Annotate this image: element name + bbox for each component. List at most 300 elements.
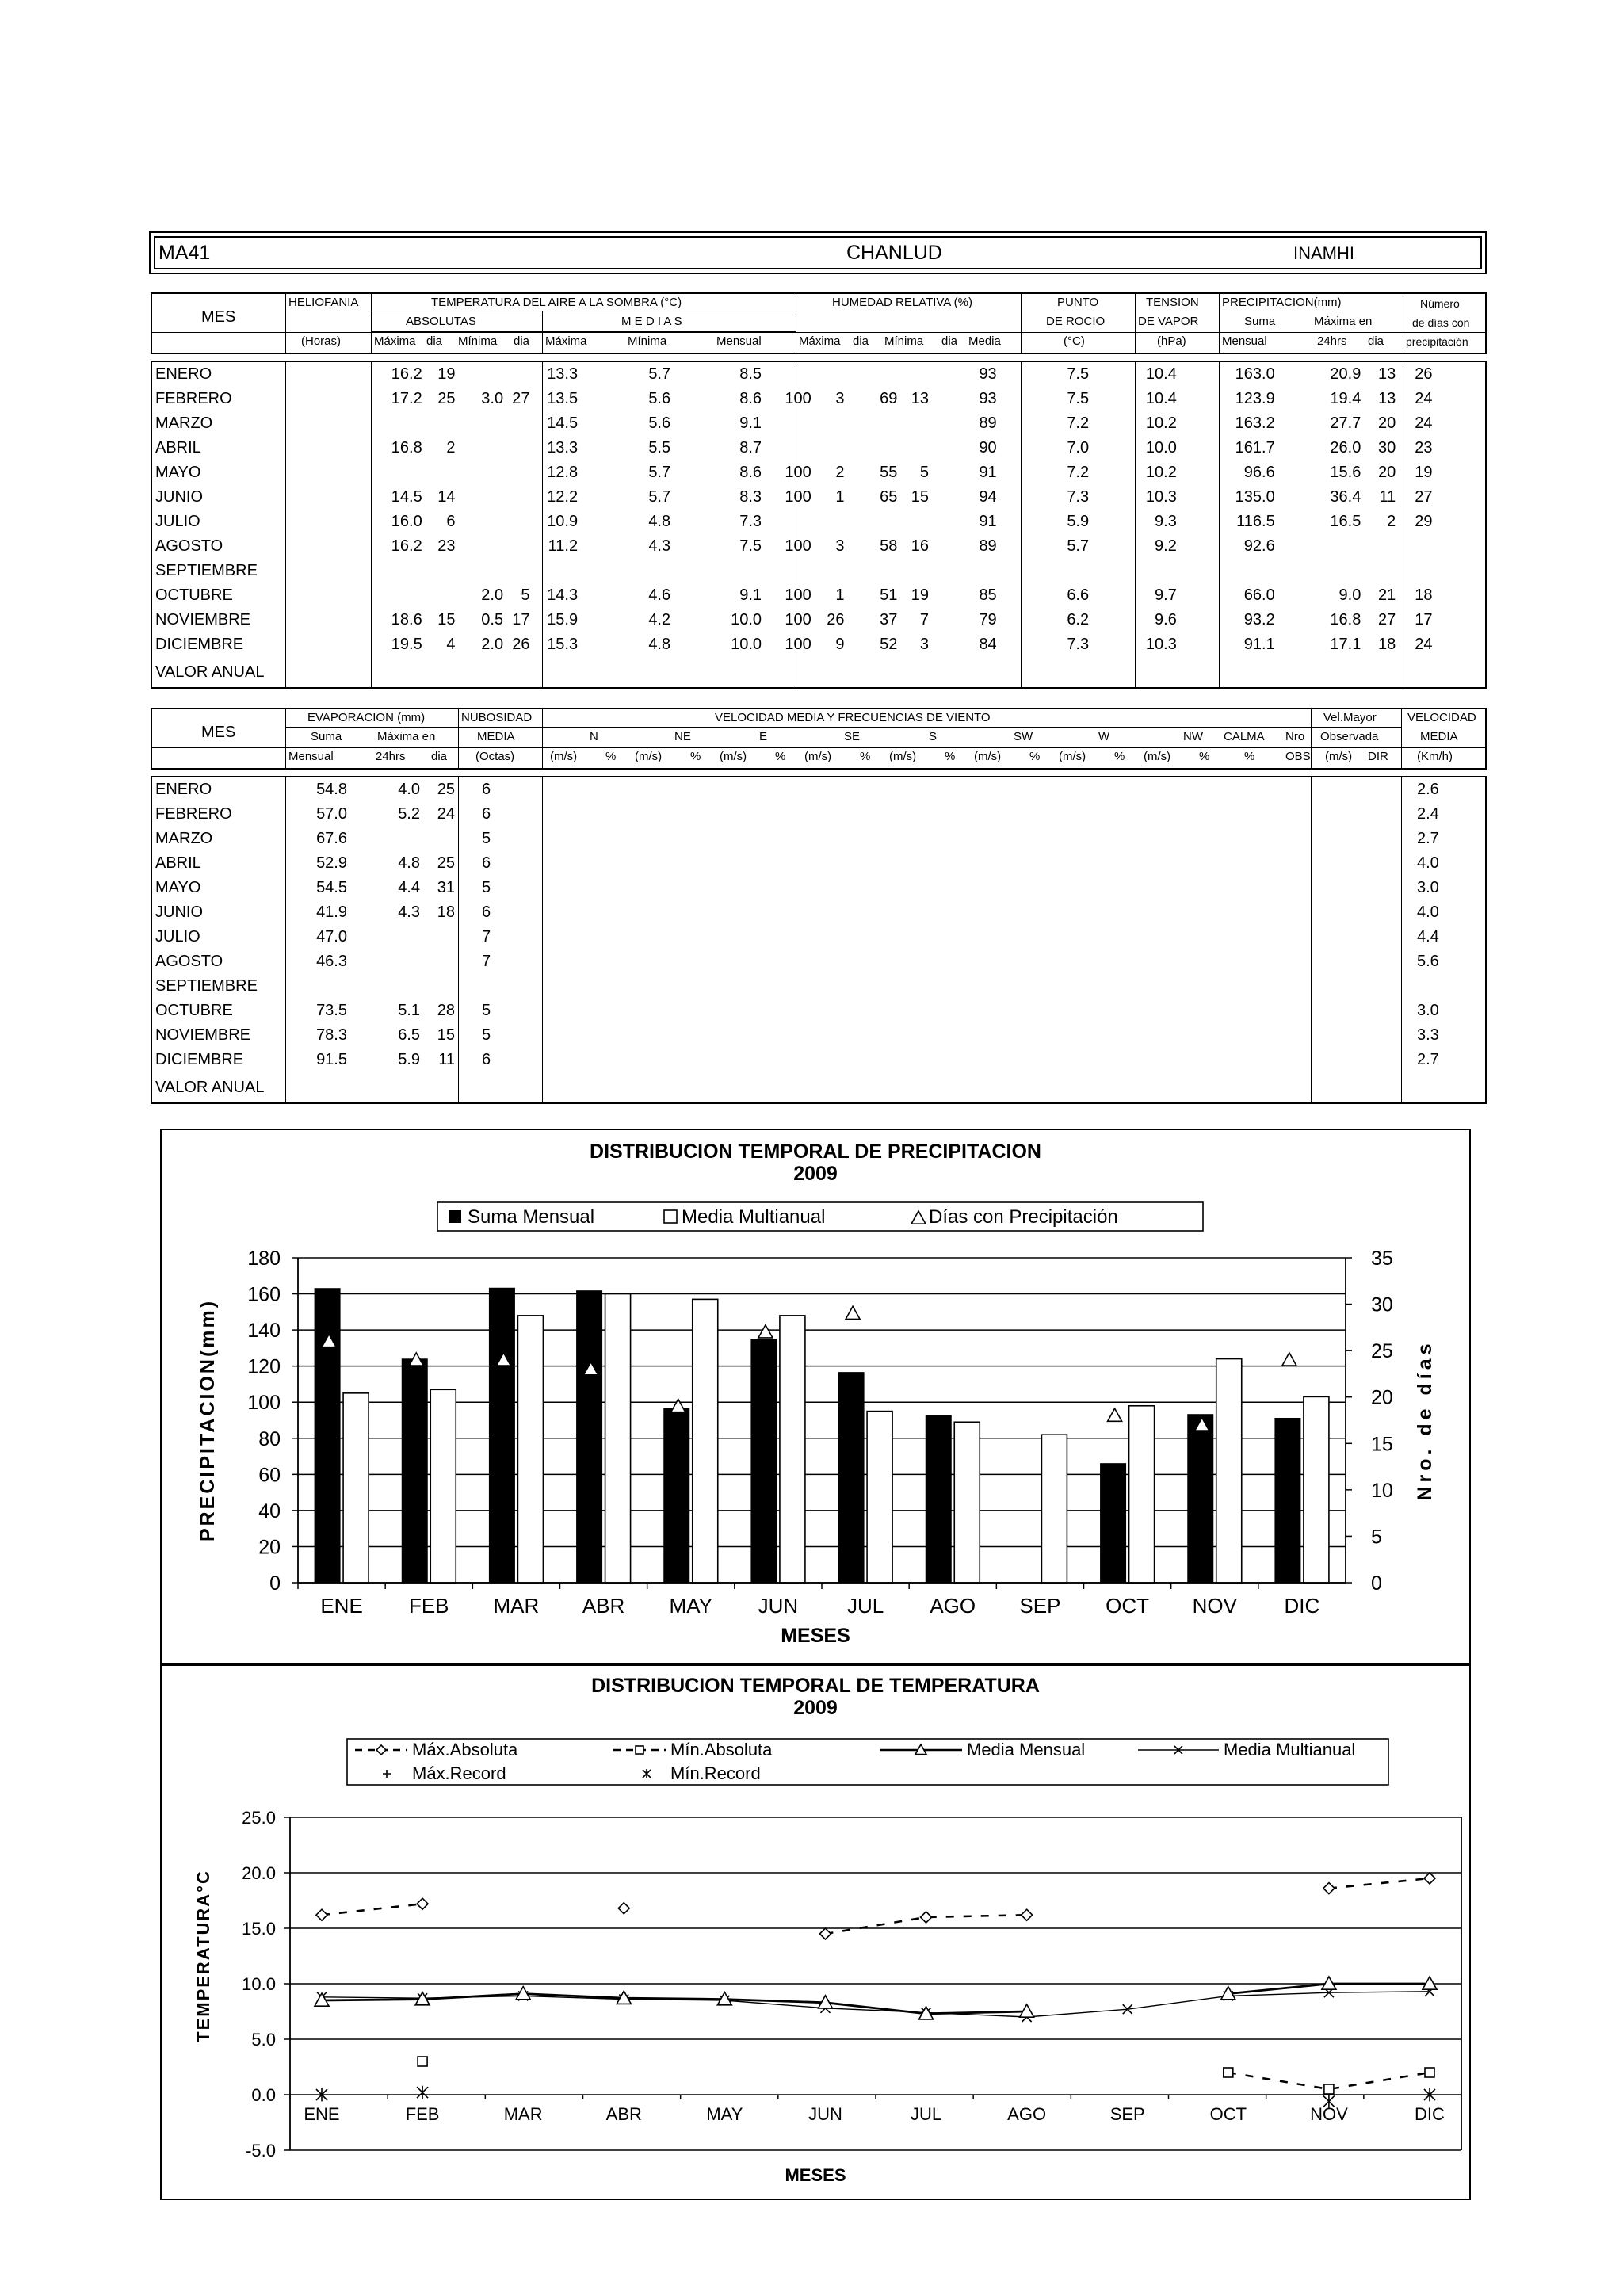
- precip-title: PRECIPITACION(mm): [1222, 296, 1342, 309]
- evap-maxen: Máxima en: [377, 730, 436, 743]
- velmedia-l2: MEDIA: [1420, 730, 1458, 743]
- table-cell: 2.6: [1417, 781, 1439, 798]
- chart-title: DISTRIBUCION TEMPORAL DE PRECIPITACION: [590, 1140, 1041, 1163]
- y-tick-label: 20.0: [242, 1863, 276, 1883]
- table-cell: [1000, 559, 1119, 583]
- table-cell: [506, 362, 533, 387]
- table-cell: 3: [919, 636, 930, 653]
- diamond-marker: [316, 1909, 327, 1920]
- x-tick-label: OCT: [1209, 2104, 1247, 2124]
- table-cell: [292, 632, 381, 657]
- table-cell: 24: [437, 805, 455, 823]
- table-cell: 17: [1415, 611, 1433, 628]
- table-cell: MAYO: [155, 464, 201, 481]
- table-cell: [847, 436, 900, 460]
- table-cell: 24: [1415, 390, 1433, 407]
- table-cell: 17: [512, 611, 530, 628]
- table-cell: 5: [482, 1026, 491, 1044]
- bar-suma-mensual: [926, 1415, 951, 1583]
- table-cell: [506, 436, 533, 460]
- table-row: [152, 485, 1485, 510]
- wind-pct: %: [605, 750, 617, 763]
- table-cell: [506, 510, 533, 534]
- mes-label-2: MES: [201, 724, 236, 741]
- table-cell: 23: [437, 537, 456, 555]
- table-cell: [847, 510, 900, 534]
- wind-pct: %: [1199, 750, 1210, 763]
- table-cell: 5.1: [398, 1002, 420, 1019]
- evap-24h: 24hrs: [376, 750, 406, 763]
- table-cell: [292, 411, 381, 436]
- table-cell: [765, 411, 815, 436]
- table-cell: 52.9: [316, 854, 347, 872]
- table-cell: 5.6: [1417, 953, 1439, 970]
- precip-chart: [162, 1130, 1469, 1663]
- table-cell: 9: [835, 636, 845, 653]
- table-cell: 5.6: [648, 390, 671, 407]
- hum-max: Máxima: [799, 334, 841, 348]
- table-cell: 4.6: [648, 586, 671, 604]
- numero-l3: precipitación: [1406, 335, 1468, 348]
- table-cell: 18: [437, 904, 455, 921]
- table-cell: 9.2: [1155, 537, 1177, 555]
- table-cell: 67.6: [316, 830, 347, 847]
- table-cell: 19.4: [1330, 390, 1361, 407]
- table-row: [152, 876, 1485, 900]
- table-cell: 163.0: [1235, 365, 1275, 383]
- table-cell: 4.8: [648, 513, 671, 530]
- legend-label: Media Multianual: [682, 1206, 826, 1228]
- station-code: MA41: [158, 242, 211, 264]
- x-tick-label: NOV: [1192, 1594, 1237, 1618]
- chart-subtitle: 2009: [793, 1163, 838, 1185]
- legend-label: Máx.Absoluta: [412, 1740, 518, 1759]
- table-cell: 7.5: [739, 537, 762, 555]
- table-cell: 161.7: [1235, 439, 1275, 457]
- table-cell: 79: [979, 611, 997, 628]
- y2-tick-label: 35: [1371, 1247, 1393, 1270]
- table-cell: 14.5: [547, 415, 579, 432]
- table-cell: 16.2: [391, 365, 422, 383]
- table-cell: 29: [1415, 513, 1433, 530]
- wind-pct: %: [775, 750, 786, 763]
- vapor-l2: DE VAPOR: [1138, 315, 1199, 328]
- table-cell: 2: [1387, 513, 1396, 530]
- table-cell: 13.5: [547, 390, 579, 407]
- table-cell: 4.8: [398, 854, 420, 872]
- table-row: [152, 559, 1485, 583]
- bar-media-multianual: [605, 1294, 631, 1583]
- table-cell: 25: [437, 390, 456, 407]
- table-cell: [533, 559, 582, 583]
- table-cell: 100: [785, 611, 812, 628]
- square-marker: [636, 1746, 643, 1754]
- chart-title: DISTRIBUCION TEMPORAL DE TEMPERATURA: [591, 1675, 1040, 1697]
- table-row: [152, 411, 1485, 436]
- table-cell: 5.9: [398, 1051, 420, 1068]
- table-row: [152, 632, 1485, 657]
- station-header-inner: [154, 236, 1482, 269]
- legend-label: Media Multianual: [1224, 1740, 1356, 1759]
- rocio-l1: PUNTO: [1057, 296, 1099, 309]
- velmayor-l1: Vel.Mayor: [1323, 711, 1377, 724]
- y2-tick-label: 15: [1371, 1433, 1393, 1456]
- table-cell: [542, 827, 1401, 851]
- table-row: [152, 460, 1485, 485]
- y-axis-label: PRECIPITACION(mm): [197, 1298, 219, 1542]
- table-cell: 13: [1377, 390, 1396, 407]
- nub-l3: (Octas): [475, 750, 515, 763]
- table-cell: [542, 1048, 1401, 1072]
- table-cell: 20: [1377, 464, 1396, 481]
- wind-dir: NE: [674, 730, 691, 743]
- velmayor-dir: DIR: [1368, 750, 1388, 763]
- table-cell: [459, 460, 507, 485]
- table-cell: [423, 827, 458, 851]
- table-cell: 8.6: [739, 464, 762, 481]
- table-cell: 91.1: [1243, 636, 1275, 653]
- table-cell: 123.9: [1235, 390, 1275, 407]
- rocio-l2: DE ROCIO: [1046, 315, 1106, 328]
- table-cell: [426, 411, 459, 436]
- velmayor-l2: Observada: [1320, 730, 1379, 743]
- table-cell: [426, 559, 459, 583]
- table-cell: 4.4: [398, 879, 420, 896]
- table-cell: 96.6: [1243, 464, 1275, 481]
- table-cell: [815, 411, 848, 436]
- table-cell: 26: [512, 636, 530, 653]
- table-cell: 5.7: [1067, 537, 1090, 555]
- table-cell: 10.4: [1145, 390, 1177, 407]
- station-name: CHANLUD: [846, 242, 942, 264]
- x-axis-label: MESES: [785, 2165, 846, 2185]
- table-cell: 4.0: [398, 781, 420, 798]
- table-cell: [459, 436, 507, 460]
- triangle-marker: [1108, 1408, 1122, 1421]
- table-cell: ABRIL: [155, 854, 201, 872]
- table-cell: 4.3: [648, 537, 671, 555]
- table-cell: 47.0: [316, 928, 347, 946]
- diamond-marker: [819, 1928, 831, 1939]
- bar-media-multianual: [867, 1412, 892, 1583]
- wind-ms: (m/s): [889, 750, 917, 763]
- rocio-l3: (°C): [1064, 334, 1085, 348]
- table-cell: 6: [482, 854, 491, 872]
- table-cell: FEBRERO: [155, 805, 232, 823]
- y-tick-label: 160: [247, 1283, 281, 1306]
- table-cell: 18: [1415, 586, 1433, 604]
- table-cell: 85: [979, 586, 997, 604]
- table-cell: 7: [482, 953, 491, 970]
- wind-ms: (m/s): [635, 750, 663, 763]
- table-cell: AGOSTO: [155, 953, 223, 970]
- table-cell: [292, 485, 381, 510]
- table-cell: [1399, 559, 1485, 583]
- table-cell: 19: [911, 586, 930, 604]
- table-cell: 19.5: [391, 636, 422, 653]
- triangle-marker: [758, 1325, 773, 1338]
- table-cell: [542, 925, 1401, 949]
- table-cell: 7.5: [1067, 365, 1090, 383]
- y-tick-label: 40: [258, 1499, 281, 1522]
- table-cell: [1399, 534, 1485, 559]
- table-cell: 91: [979, 513, 997, 530]
- x-tick-label: OCT: [1106, 1594, 1150, 1618]
- table-cell: [292, 608, 381, 632]
- table-cell: 7.0: [1067, 439, 1090, 457]
- wind-ms: (m/s): [1059, 750, 1086, 763]
- table-cell: [1364, 534, 1399, 559]
- bar-media-multianual: [780, 1316, 805, 1583]
- wind-pct: %: [690, 750, 701, 763]
- precip-dia: dia: [1368, 334, 1384, 348]
- table-cell: 2.0: [481, 586, 504, 604]
- x-tick-label: DIC: [1415, 2104, 1445, 2124]
- x-tick-label: ABR: [582, 1594, 625, 1618]
- diamond-marker: [417, 1898, 428, 1909]
- legend-swatch-media: [664, 1210, 677, 1223]
- table-cell: 5: [919, 464, 930, 481]
- x-tick-label: DIC: [1284, 1594, 1320, 1618]
- table-row: [152, 851, 1485, 876]
- table-cell: 52: [880, 636, 898, 653]
- temp-abs-dia1: dia: [426, 334, 443, 348]
- table-cell: 16.5: [1330, 513, 1361, 530]
- table-cell: [423, 925, 458, 949]
- table-cell: [542, 974, 1401, 999]
- table-cell: [423, 949, 458, 974]
- wind-dir: N: [590, 730, 598, 743]
- table-cell: [292, 510, 381, 534]
- table-cell: 91.5: [316, 1051, 347, 1068]
- table-cell: 2: [835, 464, 845, 481]
- station-header: [149, 231, 1487, 274]
- table-row: [152, 802, 1485, 827]
- table-cell: [765, 436, 815, 460]
- y-tick-label: 140: [247, 1320, 281, 1343]
- table-cell: ENERO: [155, 781, 212, 798]
- table-cell: [900, 362, 932, 387]
- table-cell: 3.0: [481, 390, 504, 407]
- evap-dia: dia: [431, 750, 448, 763]
- table-cell: 4.0: [1417, 854, 1439, 872]
- table-cell: [292, 362, 381, 387]
- table-cell: 14: [437, 488, 456, 506]
- table-row: [152, 510, 1485, 534]
- table-cell: OCTUBRE: [155, 1002, 233, 1019]
- table-cell: 0.5: [481, 611, 504, 628]
- mes-label: MES: [201, 308, 236, 326]
- wind-dir: E: [759, 730, 768, 743]
- table-cell: 28: [437, 1002, 455, 1019]
- table-cell: 15: [437, 1026, 455, 1044]
- table-cell: [506, 460, 533, 485]
- table-cell: [458, 974, 542, 999]
- bar-suma-mensual: [1101, 1464, 1126, 1583]
- table-cell: 3: [835, 537, 845, 555]
- table-cell: 89: [979, 415, 997, 432]
- table-row: [152, 534, 1485, 559]
- y-axis-label: TEMPERATURA°C: [193, 1870, 213, 2042]
- table-cell: 6: [482, 781, 491, 798]
- table-cell: [292, 583, 381, 608]
- legend-label: Mín.Record: [670, 1763, 761, 1783]
- wind-ms: (m/s): [720, 750, 747, 763]
- temp-abs-dia2: dia: [514, 334, 530, 348]
- table-cell: 7.2: [1067, 415, 1090, 432]
- table-row: [152, 1023, 1485, 1048]
- wind-dir: SE: [844, 730, 861, 743]
- table-cell: 27: [1377, 611, 1396, 628]
- table-cell: [542, 1023, 1401, 1048]
- table-cell: JUNIO: [155, 904, 203, 921]
- y-tick-label: 60: [258, 1464, 281, 1487]
- y2-axis-label: Nro. de días: [1414, 1339, 1436, 1501]
- table-cell: [350, 925, 423, 949]
- table-row: [152, 777, 1485, 802]
- table-cell: 54.5: [316, 879, 347, 896]
- temp-absolutas: ABSOLUTAS: [406, 315, 476, 328]
- table-cell: 10.0: [1145, 439, 1177, 457]
- square-marker: [1324, 2084, 1334, 2094]
- x-tick-label: ABR: [605, 2104, 642, 2124]
- bar-suma-mensual: [1188, 1415, 1213, 1583]
- table-cell: 5.6: [648, 415, 671, 432]
- x-tick-label: AGO: [930, 1594, 976, 1618]
- table-cell: [542, 949, 1401, 974]
- table-cell: [292, 460, 381, 485]
- table-cell: 27: [512, 390, 530, 407]
- velmedia-l3: (Km/h): [1417, 750, 1453, 763]
- table-cell: 46.3: [316, 953, 347, 970]
- table-cell: 23: [1415, 439, 1433, 457]
- table-cell: JULIO: [155, 928, 200, 946]
- x-tick-label: JUL: [846, 1594, 884, 1618]
- bar-suma-mensual: [838, 1373, 864, 1583]
- helio-title: HELIOFANIA: [288, 296, 359, 309]
- table-cell: [459, 534, 507, 559]
- table2-grid: [152, 777, 1485, 1072]
- table-cell: 5.7: [648, 464, 671, 481]
- x-tick-label: SEP: [1109, 2104, 1145, 2124]
- table-cell: 6.6: [1067, 586, 1090, 604]
- precip-mens: Mensual: [1222, 334, 1267, 348]
- table-cell: [380, 460, 425, 485]
- wind-pct: %: [860, 750, 871, 763]
- temp-chart-box: [160, 1664, 1471, 2200]
- table-cell: 6.2: [1067, 611, 1090, 628]
- temp-medias: M E D I A S: [621, 315, 682, 328]
- table-cell: [459, 362, 507, 387]
- table-cell: [292, 559, 381, 583]
- table-cell: DICIEMBRE: [155, 636, 244, 653]
- table-cell: 31: [437, 879, 455, 896]
- precip-chart-box: [160, 1129, 1471, 1664]
- table-cell: [426, 583, 459, 608]
- bar-media-multianual: [1304, 1396, 1329, 1583]
- table-cell: 65: [880, 488, 898, 506]
- table-cell: 2.0: [481, 636, 504, 653]
- bar-media-multianual: [430, 1389, 456, 1583]
- table-row: [152, 608, 1485, 632]
- y-tick-label: 25.0: [242, 1808, 276, 1828]
- helio-unit: (Horas): [301, 334, 342, 348]
- table-cell: 10.3: [1145, 636, 1177, 653]
- table-cell: 4.3: [398, 904, 420, 921]
- table-cell: ENERO: [155, 365, 212, 383]
- table-cell: 69: [880, 390, 898, 407]
- table-cell: 4.2: [648, 611, 671, 628]
- table-cell: 4: [446, 636, 456, 653]
- table-cell: [506, 534, 533, 559]
- table-cell: 51: [880, 586, 898, 604]
- table-cell: 7.3: [739, 513, 762, 530]
- table-cell: 10.0: [731, 611, 762, 628]
- table-cell: [350, 974, 423, 999]
- table-row: [152, 925, 1485, 949]
- legend-label: Mín.Absoluta: [670, 1740, 773, 1759]
- calma-pct: %: [1244, 750, 1255, 763]
- velmedia-l1: VELOCIDAD: [1407, 711, 1476, 724]
- table-cell: [815, 510, 848, 534]
- y-tick-label: 0.0: [251, 2085, 276, 2105]
- table-cell: 3.3: [1417, 1026, 1439, 1044]
- table-row: [152, 387, 1485, 411]
- bar-media-multianual: [1129, 1406, 1155, 1583]
- table-cell: [542, 802, 1401, 827]
- table-cell: 163.2: [1235, 415, 1275, 432]
- table2-header: [151, 708, 1487, 770]
- square-marker: [1425, 2068, 1434, 2077]
- table-cell: 9.1: [739, 415, 762, 432]
- table-cell: [765, 362, 815, 387]
- table-cell: 6: [482, 1051, 491, 1068]
- table-cell: 94: [979, 488, 997, 506]
- table-cell: 15.9: [547, 611, 579, 628]
- table-cell: 92.6: [1243, 537, 1275, 555]
- x-axis-label: MESES: [781, 1625, 850, 1647]
- table-cell: [426, 460, 459, 485]
- table-cell: 25: [437, 781, 455, 798]
- square-marker: [1224, 2068, 1233, 2077]
- table-cell: [542, 851, 1401, 876]
- table-cell: 24: [1415, 415, 1433, 432]
- diamond-marker: [1323, 1883, 1335, 1894]
- table-cell: 25: [437, 854, 455, 872]
- table-cell: [900, 411, 932, 436]
- table-cell: [506, 559, 533, 583]
- table-cell: [765, 510, 815, 534]
- table-cell: DICIEMBRE: [155, 1051, 244, 1068]
- table-cell: [459, 485, 507, 510]
- table-cell: 10.2: [1145, 415, 1177, 432]
- table-cell: 100: [785, 488, 812, 506]
- table-cell: 36.4: [1330, 488, 1361, 506]
- table-cell: 10.4: [1145, 365, 1177, 383]
- bar-media-multianual: [343, 1393, 369, 1583]
- table-cell: 135.0: [1235, 488, 1275, 506]
- table-cell: 14.3: [547, 586, 579, 604]
- table-cell: 17.2: [391, 390, 422, 407]
- table-cell: [815, 362, 848, 387]
- table-cell: 9.0: [1338, 586, 1361, 604]
- table-row: [152, 999, 1485, 1023]
- table-cell: [380, 559, 425, 583]
- table-cell: 54.8: [316, 781, 347, 798]
- table-cell: MAYO: [155, 879, 201, 896]
- table-row: [152, 949, 1485, 974]
- table-cell: 2.7: [1417, 1051, 1439, 1068]
